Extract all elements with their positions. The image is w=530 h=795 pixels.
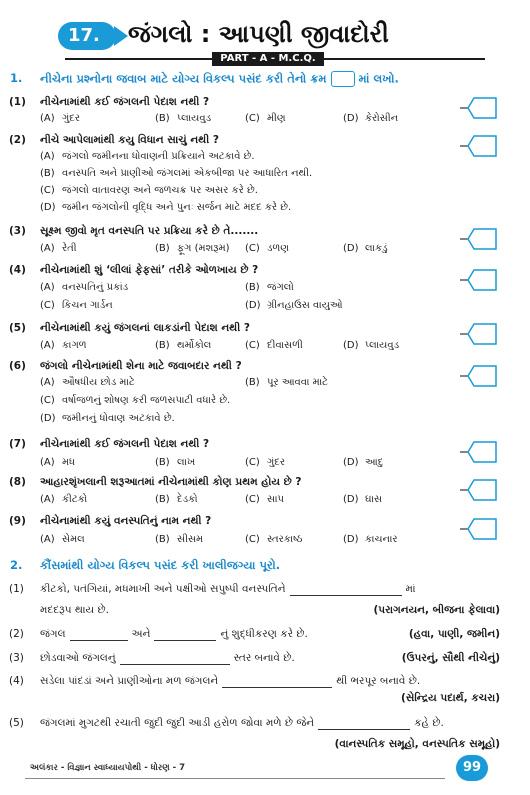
- page-number: 99: [462, 760, 482, 775]
- question-text: નીચેનામાંથી કયું જંગલનાં લાકડાંની પેદાશ નથી ?: [40, 322, 250, 334]
- option-d[interactable]: [245, 300, 343, 311]
- question-text: નીચેનામાંથી કઈ જંગલની પેદાશ નથી ?: [40, 96, 210, 108]
- option-text: કેરોસીન: [365, 113, 399, 124]
- question-text: નીચેનામાંથી કયું વનસ્પતિનું નામ નથી ?: [40, 515, 212, 527]
- chapter-title: જંગલો : આપણી જીવાદોરી: [128, 20, 389, 48]
- option-c[interactable]: [245, 494, 284, 505]
- option-letter: (B): [155, 494, 170, 505]
- option-letter: (D): [343, 457, 359, 468]
- part-bar: [0, 52, 530, 64]
- option-text: ડળણ: [267, 243, 290, 254]
- blank-field[interactable]: [154, 640, 216, 641]
- answer-box-3[interactable]: [460, 227, 497, 251]
- section2-instruction: કૌંસમાંથી યોગ્ય વિકલ્પ પસંદ કરી ખાલીજગ્યા પૂરો.: [40, 558, 281, 572]
- option-c[interactable]: [245, 113, 286, 124]
- option-text: જમીન જંગલોની વૃદ્ધિ અને પુનઃ સર્જન માટે મદદ કરે છે.: [62, 202, 292, 213]
- question-text: નીચેનામાંથી શું ‘લીલાં ફેફસાં’ તરીકે ઓળખાય છે ?: [40, 264, 259, 276]
- option-a[interactable]: [40, 243, 77, 254]
- question-number: (2): [9, 134, 26, 146]
- option-letter: (D): [343, 494, 359, 505]
- option-letter: (C): [40, 185, 55, 196]
- section1-number: 1.: [10, 71, 23, 85]
- option-b[interactable]: [155, 243, 230, 254]
- option-d[interactable]: [343, 494, 382, 505]
- option-text: કીટકો: [62, 494, 88, 505]
- fib-text: કહે છે.: [414, 717, 444, 729]
- fib-line: [40, 628, 308, 641]
- question-text: જંગલો નીચેનામાંથી શેના માટે જવાબદાર નથી ?: [40, 360, 242, 372]
- option-text: આદુ: [365, 457, 384, 468]
- option-letter: (C): [245, 457, 260, 468]
- fib-hint: (પરાગનયન, બીજના ફેલાવા): [373, 604, 500, 616]
- question-number: (1): [9, 583, 24, 595]
- question-number: (3): [9, 652, 24, 664]
- option-letter: (D): [343, 113, 359, 124]
- option-letter: (C): [245, 494, 260, 505]
- answer-box-6[interactable]: [460, 364, 497, 388]
- option-a[interactable]: [40, 494, 87, 505]
- option-letter: (D): [343, 534, 359, 545]
- question-text: નીચેનામાંથી કઈ જંગલની પેદાશ નથી ?: [40, 438, 210, 450]
- blank-field[interactable]: [290, 595, 402, 596]
- answer-box-7[interactable]: [460, 440, 497, 464]
- chapter-number: 17.: [68, 25, 100, 46]
- fib-line: [40, 583, 416, 596]
- footer-text: અલંકાર - વિજ્ઞાન સ્વાધ્યાયપોથી - ધોરણ - 7: [30, 763, 186, 773]
- option-b[interactable]: [245, 282, 294, 293]
- option-d[interactable]: [40, 413, 175, 424]
- option-a[interactable]: [40, 534, 85, 545]
- option-letter: (A): [40, 243, 55, 254]
- option-text: ગુંદર: [267, 457, 286, 468]
- option-text: રેતી: [62, 243, 77, 254]
- question-number: (4): [9, 264, 26, 276]
- option-text: મધ: [62, 457, 76, 468]
- option-c[interactable]: [40, 395, 230, 406]
- page-footer: [0, 760, 530, 780]
- option-b[interactable]: [155, 113, 211, 124]
- option-b[interactable]: [155, 457, 195, 468]
- option-c[interactable]: [245, 534, 302, 545]
- option-text: પ્લાયવુડ: [177, 113, 212, 124]
- option-d[interactable]: [343, 113, 398, 124]
- option-a[interactable]: [40, 340, 87, 351]
- option-text: ગ્રીનહાઉસ વાયુઓ: [267, 300, 343, 311]
- question-text: સૂક્ષ્મ જીવો મૃત વનસ્પતિ પર પ્રક્રિયા કરે છે તે.......: [40, 225, 259, 237]
- blank-field[interactable]: [222, 687, 332, 688]
- option-c[interactable]: [245, 340, 303, 351]
- option-letter: (A): [40, 282, 55, 293]
- fib-text: થી ભરપૂર બનાવે છે.: [336, 675, 421, 687]
- option-letter: (D): [245, 300, 261, 311]
- fib-text: મદદરૂપ થાય છે.: [40, 604, 109, 616]
- option-letter: (B): [155, 340, 170, 351]
- option-text: પ્લાયવુડ: [365, 340, 400, 351]
- option-d[interactable]: [343, 457, 383, 468]
- option-text: જંગલો જમીનના ધોવાણની પ્રક્રિયાને અટકાવે છે.: [62, 151, 255, 162]
- question-number: (2): [9, 628, 24, 640]
- option-text: કાગળ: [62, 340, 87, 351]
- option-text: જમીનનું ધોવાણ અટકાવે છે.: [62, 413, 175, 424]
- option-letter: (C): [245, 113, 260, 124]
- option-text: સેમલ: [62, 534, 85, 545]
- fib-hint: (વાનસ્પતિક સમૂહો, વનસ્પતિક સમૂહો): [334, 738, 500, 750]
- option-letter: (A): [40, 340, 55, 351]
- option-a[interactable]: [40, 113, 80, 124]
- fib-text: સડેલા પાંદડાં અને પ્રાણીઓના મળ જંગલને: [40, 675, 219, 687]
- option-letter: (A): [40, 534, 55, 545]
- question-number: (6): [9, 360, 26, 372]
- option-letter: (D): [40, 202, 56, 213]
- fib-text: માં: [405, 583, 416, 595]
- page-number-badge: [456, 755, 488, 781]
- option-text: વનસ્પતિનું પ્રકાંડ: [62, 282, 129, 293]
- fib-hint: (ઉપરનું, સૌથી નીચેનું): [401, 652, 500, 664]
- option-d[interactable]: [343, 243, 388, 254]
- option-text: સાપ: [267, 494, 285, 505]
- fib-text: જંગલમાં મુગટથી રચાતી જુદી જુદી આડી હરોળ જોવા મળે છે જેને: [40, 717, 315, 729]
- answer-box-2[interactable]: [460, 134, 497, 158]
- option-letter: (B): [155, 113, 170, 124]
- option-a[interactable]: [40, 457, 75, 468]
- option-letter: (D): [343, 243, 359, 254]
- question-number: (8): [9, 476, 26, 488]
- chapter-number-badge: [58, 22, 116, 50]
- option-text: ગુંદર: [62, 113, 81, 124]
- fib-line: [40, 652, 295, 665]
- option-a[interactable]: [40, 151, 255, 162]
- fib-line: [40, 675, 420, 688]
- option-letter: (C): [245, 534, 260, 545]
- option-letter: (A): [40, 494, 55, 505]
- option-text: કાચનાર: [365, 534, 398, 545]
- question-number: (3): [9, 225, 26, 237]
- question-number: (4): [9, 675, 24, 687]
- section2-number: 2.: [10, 558, 23, 572]
- blank-field[interactable]: [70, 640, 128, 641]
- option-text: લાખ: [177, 457, 196, 468]
- option-letter: (B): [155, 243, 170, 254]
- answer-box-sample: [331, 71, 355, 87]
- option-text: ઔષધીય છોડ માટે: [62, 377, 135, 388]
- option-letter: (A): [40, 377, 55, 388]
- blank-field[interactable]: [318, 729, 410, 730]
- option-letter: (D): [40, 413, 56, 424]
- option-text: સ્તરકાષ્ઠ: [267, 534, 303, 545]
- option-letter: (A): [40, 457, 55, 468]
- option-c[interactable]: [40, 300, 113, 311]
- option-letter: (B): [155, 457, 170, 468]
- option-b[interactable]: [155, 340, 211, 351]
- option-letter: (A): [40, 113, 55, 124]
- option-b[interactable]: [40, 168, 312, 179]
- option-text: દેડકો: [177, 494, 198, 505]
- option-text: ફૂગ (મશરૂમ): [177, 243, 230, 254]
- section1-instruction: [40, 71, 399, 87]
- option-a[interactable]: [40, 282, 128, 293]
- option-c[interactable]: [245, 243, 289, 254]
- option-b[interactable]: [155, 494, 198, 505]
- option-a[interactable]: [40, 377, 135, 388]
- footer-line: [25, 778, 445, 779]
- option-text: વર્ષાજળનું શોષણ કરી જળસપાટી વધારે છે.: [62, 395, 231, 406]
- fib-hint: (હવા, પાણી, જમીન): [408, 628, 500, 640]
- option-letter: (B): [40, 168, 55, 179]
- option-text: ઘાસ: [365, 494, 383, 505]
- option-text: દીવાસળી: [267, 340, 303, 351]
- option-d[interactable]: [40, 202, 291, 213]
- question-number: (1): [9, 96, 26, 108]
- question-number: (5): [9, 322, 26, 334]
- option-text: લાકડું: [365, 243, 388, 254]
- option-letter: (D): [343, 340, 359, 351]
- section1-instruction-suffix: માં લખો.: [358, 71, 399, 86]
- part-label: PART - A - M.C.Q.: [212, 52, 324, 66]
- option-b[interactable]: [155, 534, 203, 545]
- question-number: (9): [9, 515, 26, 527]
- option-letter: (C): [40, 300, 55, 311]
- fib-text: છોડવાઓ જંગલનું: [40, 652, 116, 664]
- question-number: (7): [9, 438, 26, 450]
- question-text: નીચે આપેલામાંથી કયુ વિધાન સાચું નથી ?: [40, 134, 219, 146]
- answer-box-1[interactable]: [460, 96, 497, 120]
- option-d[interactable]: [343, 534, 398, 545]
- option-c[interactable]: [40, 185, 258, 196]
- section1-instruction-text: નીચેના પ્રશ્નોના જવાબ માટે યોગ્ય વિકલ્પ પસંદ કરી તેનો ક્રમ: [40, 71, 327, 86]
- option-text: કિચન ગાર્ડન: [62, 300, 113, 311]
- option-letter: (C): [40, 395, 55, 406]
- option-text: જંગલો વાતાવરણ અને જળચક્ર પર અસર કરે છે.: [62, 185, 258, 196]
- question-text: આહારશૃંખલાની શરૂઆતમાં નીચેનામાંથી કોણ પ્રથમ હોય છે ?: [40, 476, 302, 488]
- option-letter: (C): [245, 340, 260, 351]
- answer-box-4[interactable]: [460, 268, 497, 292]
- option-text: જંગલો: [267, 282, 294, 293]
- option-text: મીણ: [267, 113, 286, 124]
- option-text: પૂર આવવા માટે: [267, 377, 328, 388]
- option-letter: (A): [40, 151, 55, 162]
- option-letter: (B): [245, 377, 260, 388]
- answer-box-9[interactable]: [460, 517, 497, 541]
- fib-text: કીટકો, પતંગિયાં, મધમાખી અને પક્ષીઓ સપુષ્પી વનસ્પતિને: [40, 583, 286, 595]
- question-number: (5): [9, 717, 24, 729]
- option-letter: (B): [245, 282, 260, 293]
- option-letter: (C): [245, 243, 260, 254]
- option-c[interactable]: [245, 457, 285, 468]
- fib-hint: (સેન્દ્રિય પદાર્થ, કચરા): [401, 692, 500, 704]
- fib-text: સ્તર બનાવે છે.: [233, 652, 295, 664]
- fib-text: નું શુદ્ધીકરણ કરે છે.: [220, 628, 308, 640]
- option-text: સીસમ: [177, 534, 204, 545]
- option-d[interactable]: [343, 340, 399, 351]
- option-b[interactable]: [245, 377, 328, 388]
- blank-field[interactable]: [120, 664, 230, 665]
- option-text: વનસ્પતિ અને પ્રાણીઓ જંગલમાં એકબીજા પર આધારિત નથી.: [62, 168, 313, 179]
- fib-line: [40, 717, 444, 730]
- answer-box-8[interactable]: [460, 478, 497, 502]
- fib-text: જંગલ: [40, 628, 66, 640]
- answer-box-5[interactable]: [460, 322, 497, 346]
- option-text: થર્મોકોલ: [177, 340, 212, 351]
- option-letter: (B): [155, 534, 170, 545]
- fib-text: અને: [131, 628, 151, 640]
